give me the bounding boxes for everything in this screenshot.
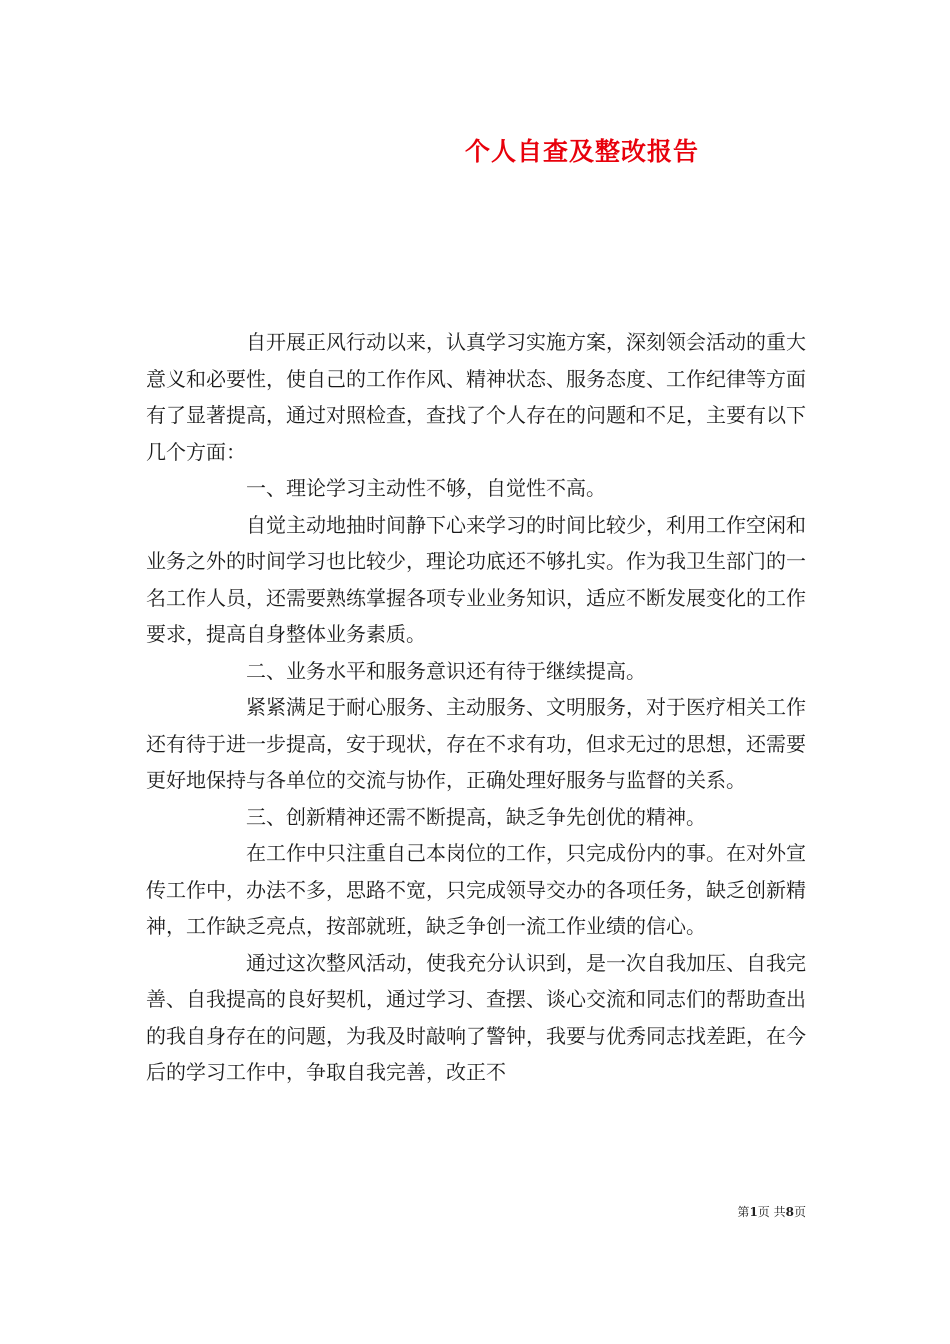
paragraph-section-1: 自觉主动地抽时间静下心来学习的时间比较少，利用工作空闲和业务之外的时间学习也比较少，理论功底还不够扎实。作为我卫生部门的一名工作人员，还需要熟练掌握各项专业业务知识，适应不断发展变化的工作要求，提高自身整体业务素质。 (146, 512, 806, 646)
footer-middle: 页 共 (757, 1205, 786, 1219)
footer-total-pages: 8 (785, 1205, 794, 1219)
document-body (146, 324, 806, 1091)
footer-current-page: 1 (749, 1205, 758, 1219)
heading-section-1: 一、理论学习主动性不够，自觉性不高。 (246, 476, 606, 500)
footer-suffix: 页 (793, 1205, 806, 1219)
paragraph-intro: 自开展正风行动以来，认真学习实施方案，深刻领会活动的重大意义和必要性，使自己的工作作风、精神状态、服务态度、工作纪律等方面有了显著提高，通过对照检查，查找了个人存在的问题和不足，主要有以下几个方面： (146, 330, 806, 464)
paragraph-section-2: 紧紧满足于耐心服务、主动服务、文明服务，对于医疗相关工作还有待于进一步提高，安于现状，存在不求有功，但求无过的思想，还需要更好地保持与各单位的交流与协作，正确处理好服务与监督的关系。 (146, 695, 806, 792)
paragraph-section-3: 在工作中只注重自己本岗位的工作，只完成份内的事。在对外宣传工作中，办法不多，思路不宽，只完成领导交办的各项任务，缺乏创新精神，工作缺乏亮点，按部就班，缺乏争创一流工作业绩的信心。 (146, 841, 806, 938)
heading-section-2: 二、业务水平和服务意识还有待于继续提高。 (246, 658, 646, 683)
page-number-footer (737, 1203, 806, 1220)
document-title: 个人自查及整改报告 (464, 137, 699, 166)
footer-prefix: 第 (737, 1205, 750, 1219)
paragraph-conclusion: 通过这次整风活动，使我充分认识到，是一次自我加压、自我完善、自我提高的良好契机，通过学习、查摆、谈心交流和同志们的帮助查出的我自身存在的问题，为我及时敲响了警钟，我要与优秀同志找差距，在今后的学习工作中，争取自我完善，改正不 (146, 950, 806, 1084)
heading-section-3: 三、创新精神还需不断提高，缺乏争先创优的精神。 (246, 804, 706, 829)
